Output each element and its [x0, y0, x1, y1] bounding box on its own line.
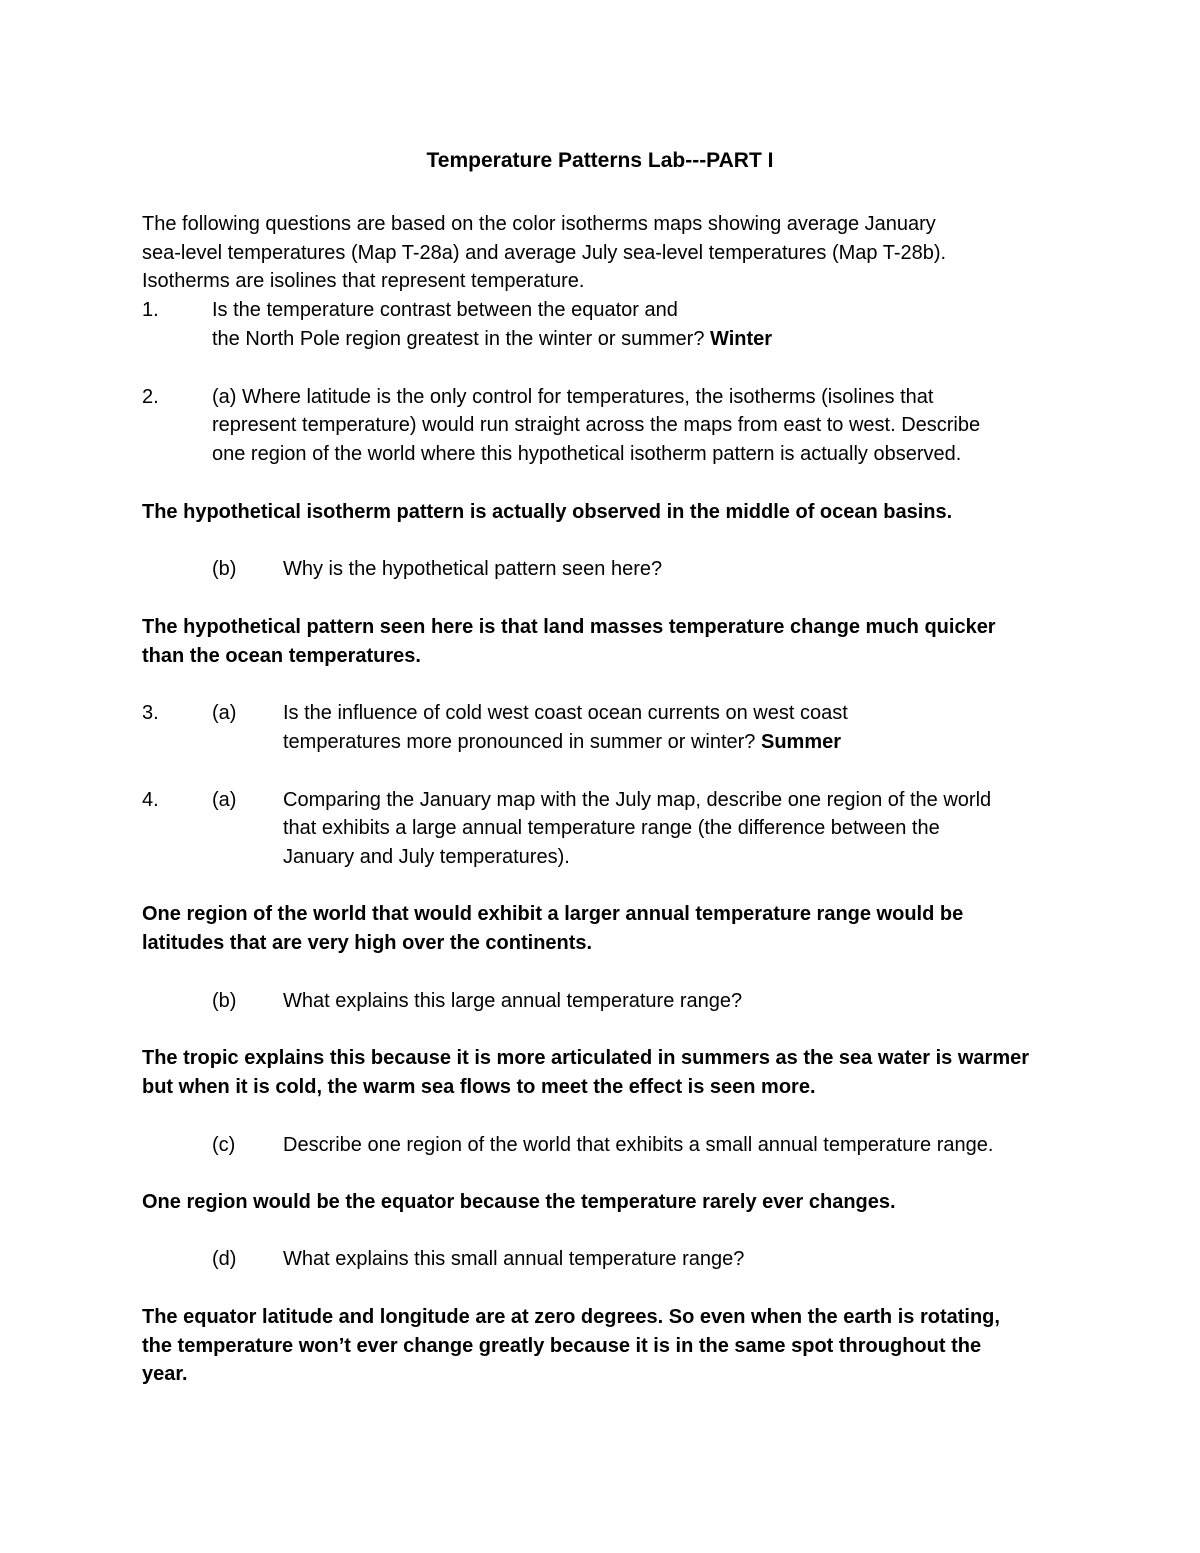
intro-line-1: The following questions are based on the color isotherms maps showing average January — [142, 213, 936, 235]
q1-question-line-1: Is the temperature contrast between the equator and — [212, 299, 678, 321]
q4b-label: (b) — [212, 990, 237, 1012]
q2b-answer-line-2: than the ocean temperatures. — [142, 645, 421, 667]
q4b-answer-line-1: The tropic explains this because it is more articulated in summers as the sea water is warmer — [142, 1047, 1030, 1069]
q2b-question: Why is the hypothetical pattern seen here? — [283, 558, 663, 580]
q4a-answer-line-2: latitudes that are very high over the continents. — [142, 932, 593, 954]
page-title: Temperature Patterns Lab---PART I — [426, 149, 774, 172]
q4a-question-line-1: Comparing the January map with the July map, describe one region of the world — [283, 789, 992, 811]
q4-number: 4. — [142, 789, 159, 811]
q3a-label: (a) — [212, 702, 237, 724]
q4a-answer-line-1: One region of the world that would exhibit a larger annual temperature range would be — [142, 903, 964, 925]
q2a-question-line-1: (a) Where latitude is the only control for temperatures, the isotherms (isolines that — [212, 386, 934, 408]
q4d-question: What explains this small annual temperature range? — [283, 1248, 745, 1270]
q2-number: 2. — [142, 386, 159, 408]
q4d-answer-line-3: year. — [142, 1363, 188, 1385]
q1-number: 1. — [142, 299, 159, 321]
q2b-answer-line-1: The hypothetical pattern seen here is that land masses temperature change much quicker — [142, 616, 996, 638]
q3-answer: Summer — [761, 731, 842, 753]
q4a-label: (a) — [212, 789, 237, 811]
q4a-question-line-3: January and July temperatures). — [283, 846, 570, 868]
q4c-question: Describe one region of the world that exhibits a small annual temperature range. — [283, 1134, 994, 1156]
q4c-label: (c) — [212, 1134, 236, 1156]
q1-answer: Winter — [710, 328, 773, 350]
q4b-answer-line-2: but when it is cold, the warm sea flows to meet the effect is seen more. — [142, 1076, 816, 1098]
q1-question-line-2: the North Pole region greatest in the winter or summer? Winter — [212, 328, 773, 350]
intro-line-3: Isotherms are isolines that represent temperature. — [142, 270, 585, 292]
q4d-label: (d) — [212, 1248, 237, 1270]
q2a-answer: The hypothetical isotherm pattern is actually observed in the middle of ocean basins. — [142, 501, 953, 523]
q3a-question-line-1: Is the influence of cold west coast ocean currents on west coast — [283, 702, 848, 724]
q4b-question: What explains this large annual temperature range? — [283, 990, 743, 1012]
q3a-question-line-2: temperatures more pronounced in summer or winter? Summer — [283, 731, 842, 753]
q3-number: 3. — [142, 702, 159, 724]
q4d-answer-line-1: The equator latitude and longitude are at zero degrees. So even when the earth is rotating, — [142, 1306, 1000, 1328]
q4c-answer: One region would be the equator because the temperature rarely ever changes. — [142, 1191, 896, 1213]
q2a-question-line-2: represent temperature) would run straight across the maps from east to west. Describe — [212, 414, 981, 436]
q4a-question-line-2: that exhibits a large annual temperature range (the difference between the — [283, 817, 940, 839]
intro-line-2: sea-level temperatures (Map T-28a) and average July sea-level temperatures (Map T-28b). — [142, 242, 947, 264]
q4d-answer-line-2: the temperature won’t ever change greatly because it is in the same spot throughout the — [142, 1335, 982, 1357]
q2b-label: (b) — [212, 558, 237, 580]
q2a-question-line-3: one region of the world where this hypothetical isotherm pattern is actually observed. — [212, 443, 962, 465]
